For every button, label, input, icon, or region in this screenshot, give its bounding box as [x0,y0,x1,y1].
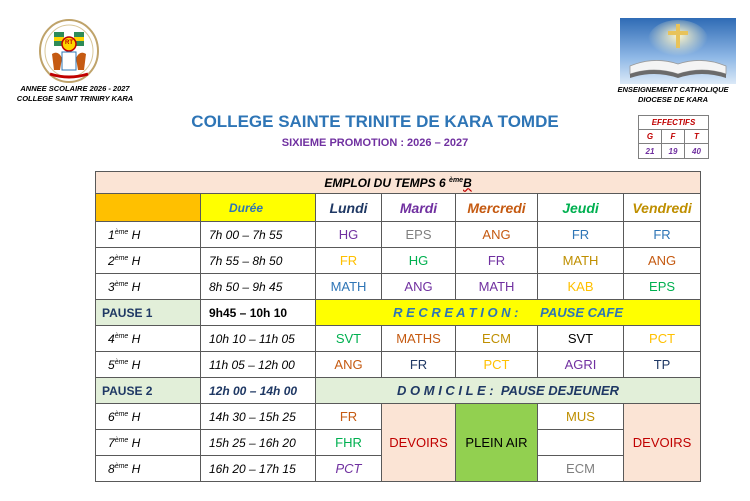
table-row [96,222,701,248]
subject-cell: TP [624,352,701,378]
subject-cell: ECM [456,326,538,352]
subject-cell: PCT [316,456,382,482]
devoirs-vendredi: DEVOIRS [624,404,701,482]
hour-time: 7h 00 – 7h 55 [201,222,316,248]
table-row [96,404,701,430]
header-corner [96,194,201,222]
subject-cell: FR [316,248,382,274]
subject-cell: ANG [382,274,456,300]
timetable-title: EMPLOI DU TEMPS 6 $^{ème}$B [96,172,701,194]
table-row [96,326,701,352]
day-mercredi: Mercredi [456,194,538,222]
timetable [95,171,701,482]
subject-cell: FR [456,248,538,274]
hour-label: 3ème H [96,274,201,300]
hour-time: 10h 10 – 11h 05 [201,326,316,352]
day-vendredi: Vendredi [624,194,701,222]
subject-cell: FR [382,352,456,378]
effectifs-header-f: F [662,130,685,144]
diocese-line1: ENSEIGNEMENT CATHOLIQUE [617,85,729,94]
diocese-line2: DIOCESE DE KARA [637,95,708,104]
subject-cell: FR [538,222,624,248]
subject-cell: SVT [316,326,382,352]
pause-row [96,378,701,404]
day-jeudi: Jeudi [538,194,624,222]
duration-header: Durée [201,194,316,222]
hour-label: 2ème H [96,248,201,274]
hour-time: 11h 05 – 12h 00 [201,352,316,378]
right-header-text [598,85,748,105]
plein-air-mercredi: PLEIN AIR [456,404,538,482]
left-header-text [0,84,150,104]
effectifs-value-f: 19 [662,144,685,159]
hour-time: 14h 30 – 15h 25 [201,404,316,430]
day-mardi: Mardi [382,194,456,222]
subject-cell: ECM [538,456,624,482]
subject-cell: SVT [538,326,624,352]
subject-cell: MATH [456,274,538,300]
subject-cell: MATHS [382,326,456,352]
effectifs-value-t: 40 [685,144,709,159]
hour-label: 5ème H [96,352,201,378]
subject-cell: HG [316,222,382,248]
hour-time: 8h 50 – 9h 45 [201,274,316,300]
page-title: COLLEGE SAINTE TRINITE DE KARA TOMDE [191,112,559,131]
table-row [96,352,701,378]
hour-time: 7h 55 – 8h 50 [201,248,316,274]
hour-label: 4ème H [96,326,201,352]
effectifs-value-g: 21 [639,144,662,159]
subject-cell: PCT [456,352,538,378]
hour-label: 7ème H [96,430,201,456]
subject-cell: MUS [538,404,624,430]
school-name-small: COLLEGE SAINT TRINIRY KARA [16,94,134,103]
empty-cell [538,430,624,456]
table-row [96,274,701,300]
hour-label: 8ème H [96,456,201,482]
effectifs-header-g: G [639,130,662,144]
pause-row [96,300,701,326]
devoirs-mardi: DEVOIRS [382,404,456,482]
effectifs-header-t: T [685,130,709,144]
subject-cell: EPS [624,274,701,300]
subject-cell: FR [624,222,701,248]
recreation-banner: R E C R E A T I O N : PAUSE CAFE [316,300,701,326]
hour-label: 1ème H [96,222,201,248]
hour-label: 6ème H [96,404,201,430]
table-row [96,248,701,274]
subject-cell: ANG [316,352,382,378]
subject-cell: MATH [538,248,624,274]
day-lundi: Lundi [316,194,382,222]
pause1-label: PAUSE 1 [96,300,201,326]
subject-cell: MATH [316,274,382,300]
subject-cell: KAB [538,274,624,300]
school-logo [38,18,100,84]
subject-cell: ANG [624,248,701,274]
pause2-label: PAUSE 2 [96,378,201,404]
page-subtitle: SIXIEME PROMOTION : 2026 – 2027 [281,137,469,149]
subject-cell: PCT [624,326,701,352]
domicile-banner: D O M I C I L E : PAUSE DEJEUNER [316,378,701,404]
hour-time: 15h 25 – 16h 20 [201,430,316,456]
school-year: ANNEE SCOLAIRE 2026 - 2027 [20,84,130,93]
effectifs-table [638,115,709,159]
subject-cell: AGRI [538,352,624,378]
subject-cell: EPS [382,222,456,248]
pause2-time: 12h 00 – 14h 00 [201,378,316,404]
pause1-time: 9h45 – 10h 10 [201,300,316,326]
subject-cell: FR [316,404,382,430]
subject-cell: FHR [316,430,382,456]
subject-cell: HG [382,248,456,274]
subject-cell: ANG [456,222,538,248]
bible-cross-logo [620,18,736,84]
hour-time: 16h 20 – 17h 15 [201,456,316,482]
logo-text: RT [65,40,73,46]
effectifs-label: EFFECTIFS [639,116,709,130]
